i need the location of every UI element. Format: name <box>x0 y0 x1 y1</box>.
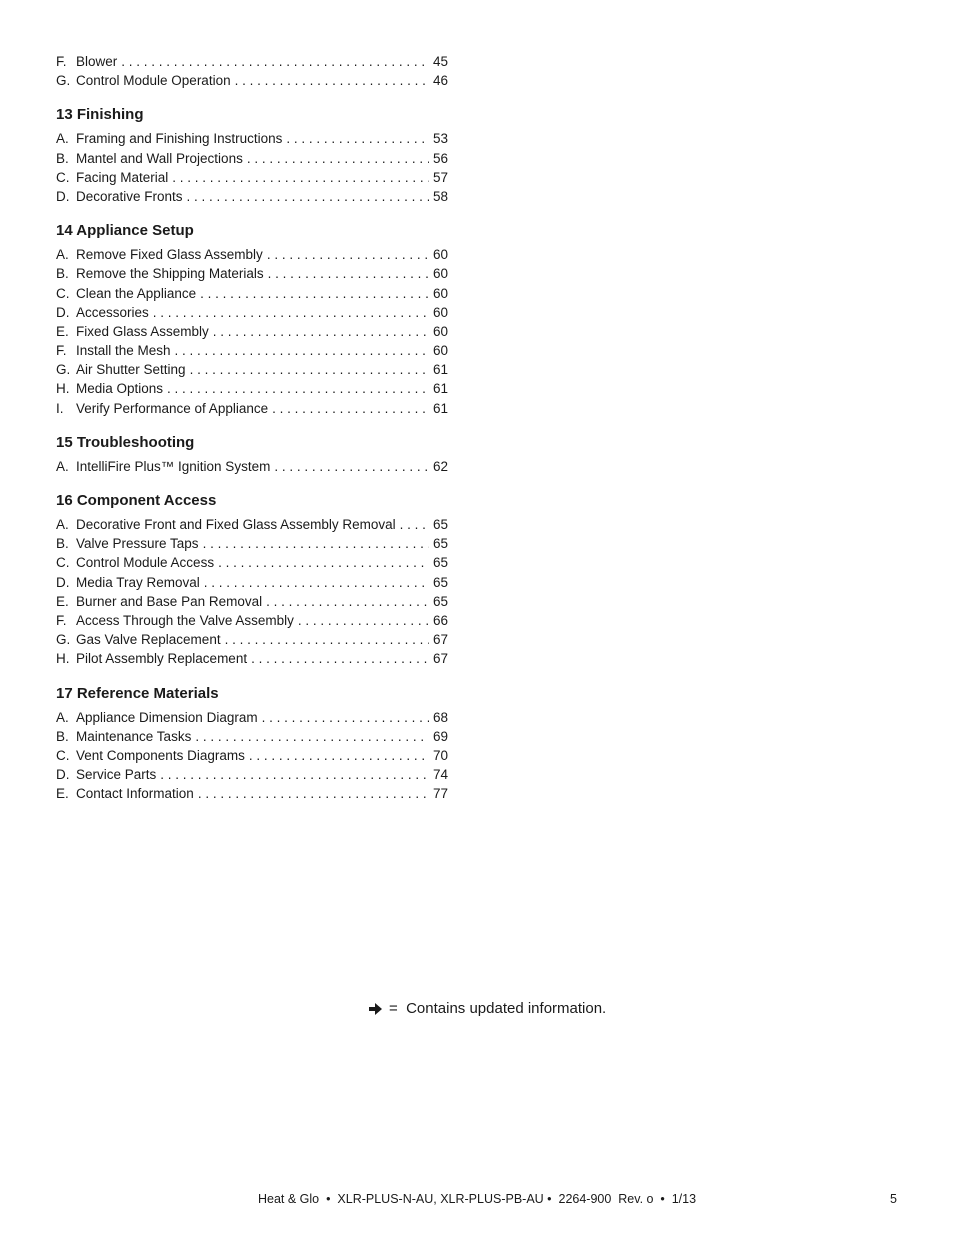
section-heading: 17 Reference Materials <box>56 684 219 702</box>
entry-letter: G. <box>56 73 71 89</box>
entry-page-number: 77 <box>432 786 448 802</box>
toc-entry <box>56 630 448 649</box>
page-number: 5 <box>890 1192 897 1206</box>
toc-entry <box>56 341 448 360</box>
entry-letter: G. <box>56 632 71 648</box>
toc-entry <box>56 284 448 303</box>
entry-title: Valve Pressure Taps <box>76 536 199 552</box>
entry-page-number: 62 <box>432 458 448 474</box>
toc-entry <box>56 649 448 668</box>
entry-page-number: 66 <box>432 612 448 628</box>
toc-entry <box>56 187 448 206</box>
entry-title: Mantel and Wall Projections <box>76 150 243 166</box>
toc-entry <box>56 553 448 572</box>
dot-leader <box>286 129 429 148</box>
entry-letter: C. <box>56 285 70 301</box>
entry-page-number: 65 <box>432 593 448 609</box>
right-arrow-icon <box>368 1002 383 1016</box>
entry-letter: I. <box>56 400 64 416</box>
dot-leader <box>267 245 429 264</box>
entry-letter: C. <box>56 555 70 571</box>
dot-leader <box>213 322 429 341</box>
entry-page-number: 61 <box>432 400 448 416</box>
toc-entry <box>56 573 448 592</box>
entry-letter: A. <box>56 709 69 725</box>
entry-page-number: 65 <box>432 574 448 590</box>
entry-title: Gas Valve Replacement <box>76 632 221 648</box>
entry-letter: F. <box>56 54 67 69</box>
entry-letter: D. <box>56 188 70 204</box>
dot-leader <box>172 168 429 187</box>
dot-leader <box>121 52 429 71</box>
entry-page-number: 74 <box>432 767 448 783</box>
entry-page-number: 57 <box>432 169 448 185</box>
dot-leader <box>272 399 429 418</box>
entry-letter: A. <box>56 517 69 532</box>
entry-letter: C. <box>56 169 70 185</box>
entry-title: Maintenance Tasks <box>76 728 192 744</box>
entry-title: Fixed Glass Assembly <box>76 323 209 339</box>
entry-title: Media Tray Removal <box>76 574 200 590</box>
dot-leader <box>200 284 429 303</box>
entry-page-number: 60 <box>432 304 448 320</box>
entry-letter: C. <box>56 747 70 763</box>
entry-letter: G. <box>56 362 71 378</box>
dot-leader <box>225 630 429 649</box>
entry-title: Blower <box>76 54 118 69</box>
entry-page-number: 61 <box>432 381 448 397</box>
toc-entry <box>56 708 448 727</box>
updated-info-legend <box>368 1000 606 1017</box>
entry-title: Control Module Access <box>76 555 215 571</box>
toc-section <box>56 684 448 804</box>
entry-page-number: 65 <box>432 536 448 552</box>
entry-letter: A. <box>56 458 69 474</box>
section-heading: 14 Appliance Setup <box>56 222 194 240</box>
toc-entry <box>56 360 448 379</box>
dot-leader <box>204 573 429 592</box>
toc-entry <box>56 399 448 418</box>
entry-title: Remove the Shipping Materials <box>76 266 264 282</box>
toc-entry <box>56 149 448 168</box>
entry-letter: D. <box>56 304 70 320</box>
entry-letter: E. <box>56 593 69 609</box>
entry-title: Access Through the Valve Assembly <box>76 612 294 628</box>
entry-page-number: 70 <box>432 747 448 763</box>
section-heading: 16 Component Access <box>56 492 217 509</box>
entry-title: Service Parts <box>76 767 157 783</box>
entry-letter: B. <box>56 728 69 744</box>
entry-letter: E. <box>56 786 69 802</box>
dot-leader <box>235 71 429 90</box>
entry-title: Vent Components Diagrams <box>76 747 245 763</box>
dot-leader <box>175 341 429 360</box>
entry-page-number: 67 <box>432 651 448 667</box>
entry-page-number: 60 <box>432 343 448 359</box>
dot-leader <box>266 592 429 611</box>
entry-title: Control Module Operation <box>76 73 231 89</box>
entry-title: Remove Fixed Glass Assembly <box>76 247 263 263</box>
dot-leader <box>249 746 429 765</box>
entry-letter: B. <box>56 266 69 282</box>
entry-letter: A. <box>56 131 69 147</box>
entry-title: Decorative Fronts <box>76 188 183 204</box>
section-heading: 13 Finishing <box>56 106 144 124</box>
entry-page-number: 69 <box>432 728 448 744</box>
dot-leader <box>218 553 429 572</box>
toc-entry <box>56 264 448 283</box>
entry-page-number: 45 <box>432 54 448 69</box>
dot-leader <box>187 187 429 206</box>
toc-section <box>56 491 448 669</box>
continued-section <box>56 52 448 90</box>
dot-leader <box>251 649 429 668</box>
entry-letter: D. <box>56 574 70 590</box>
toc-section <box>56 221 448 418</box>
entry-title: Appliance Dimension Diagram <box>76 709 258 725</box>
entry-page-number: 60 <box>432 285 448 301</box>
dot-leader <box>262 708 429 727</box>
entry-title: Framing and Finishing Instructions <box>76 131 283 147</box>
entry-title: Contact Information <box>76 786 194 802</box>
entry-title: Decorative Front and Fixed Glass Assembly Removal <box>76 517 396 532</box>
entry-letter: B. <box>56 536 69 552</box>
entry-title: Air Shutter Setting <box>76 362 186 378</box>
toc-entry <box>56 322 448 341</box>
entry-letter: A. <box>56 247 69 263</box>
toc-entry <box>56 727 448 746</box>
entry-page-number: 67 <box>432 632 448 648</box>
entry-letter: F. <box>56 612 67 628</box>
entry-letter: E. <box>56 323 69 339</box>
dot-leader <box>198 784 429 803</box>
entry-title: IntelliFire Plus™ Ignition System <box>76 458 271 474</box>
entry-title: Media Options <box>76 381 164 397</box>
entry-letter: D. <box>56 767 70 783</box>
toc-section <box>56 105 448 206</box>
entry-title: Install the Mesh <box>76 343 171 359</box>
entry-title: Accessories <box>76 304 149 320</box>
dot-leader <box>247 149 429 168</box>
dot-leader <box>190 360 429 379</box>
toc-entry <box>56 168 448 187</box>
dot-leader <box>195 727 429 746</box>
dot-leader <box>400 515 429 534</box>
toc-section <box>56 433 448 476</box>
toc-entry <box>56 515 448 534</box>
entry-page-number: 46 <box>432 73 448 89</box>
toc-entry <box>56 765 448 784</box>
entry-page-number: 60 <box>432 323 448 339</box>
toc-entry <box>56 784 448 803</box>
entry-title: Burner and Base Pan Removal <box>76 593 263 609</box>
entry-page-number: 56 <box>432 150 448 166</box>
toc-entry <box>56 245 448 264</box>
toc-entry <box>56 71 448 90</box>
entry-title: Verify Performance of Appliance <box>76 400 269 416</box>
toc-entry <box>56 534 448 553</box>
entry-title: Clean the Appliance <box>76 285 197 301</box>
entry-page-number: 68 <box>432 709 448 725</box>
toc-entry <box>56 592 448 611</box>
entry-page-number: 58 <box>432 188 448 204</box>
entry-letter: H. <box>56 651 70 667</box>
entry-page-number: 65 <box>432 555 448 571</box>
dot-leader <box>203 534 429 553</box>
toc-entry <box>56 129 448 148</box>
toc-sections <box>56 105 448 803</box>
toc-entry <box>56 52 448 71</box>
dot-leader <box>153 303 429 322</box>
entry-title: Facing Material <box>76 169 169 185</box>
toc-entry <box>56 457 448 476</box>
toc-entry <box>56 379 448 398</box>
dot-leader <box>167 379 429 398</box>
entry-letter: H. <box>56 381 70 397</box>
entry-page-number: 60 <box>432 266 448 282</box>
entry-page-number: 61 <box>432 362 448 378</box>
legend-text: = Contains updated information. <box>389 1000 607 1017</box>
dot-leader <box>268 264 429 283</box>
toc-entry <box>56 303 448 322</box>
toc-entry <box>56 746 448 765</box>
table-of-contents <box>56 52 448 818</box>
dot-leader <box>298 611 429 630</box>
entry-letter: B. <box>56 150 69 166</box>
dot-leader <box>160 765 429 784</box>
entry-page-number: 65 <box>432 517 448 532</box>
entry-page-number: 60 <box>432 247 448 263</box>
entry-title: Pilot Assembly Replacement <box>76 651 248 667</box>
section-heading: 15 Troubleshooting <box>56 433 195 451</box>
toc-entry <box>56 611 448 630</box>
dot-leader <box>274 457 429 476</box>
entry-letter: F. <box>56 343 67 359</box>
footer-document-info: Heat & Glo • XLR-PLUS-N-AU, XLR-PLUS-PB-AU • 2264-900 Rev. o • 1/13 <box>258 1192 697 1206</box>
entry-page-number: 53 <box>432 131 448 147</box>
